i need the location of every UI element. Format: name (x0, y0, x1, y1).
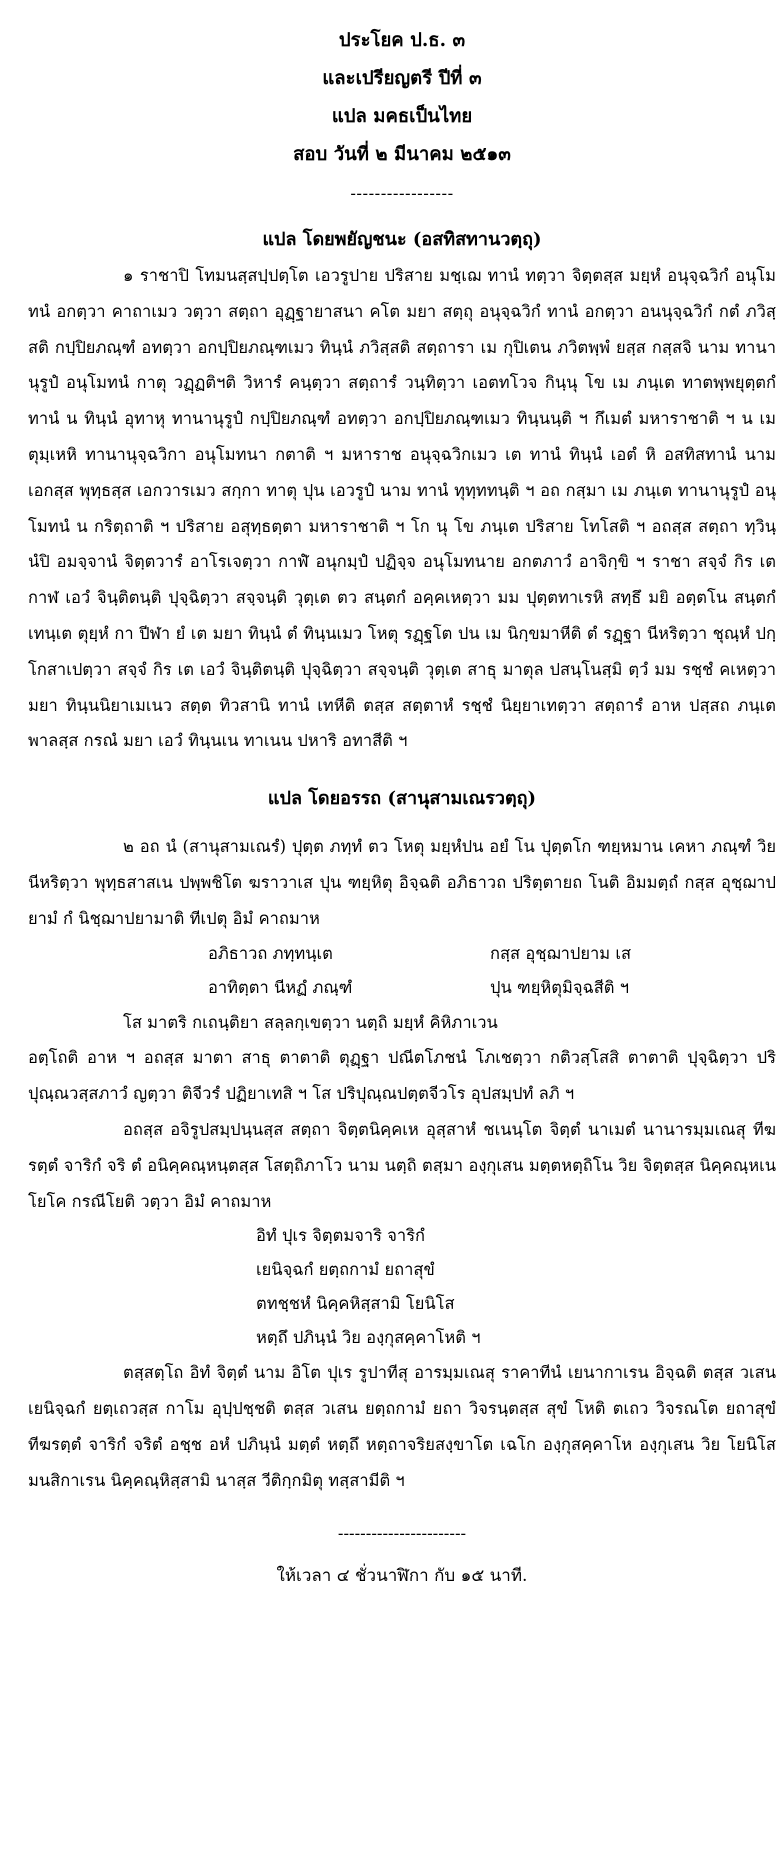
section-heading: แปล โดยอรรถ (สานุสามเณรวตฺถุ) (267, 788, 537, 810)
exam-subject: แปล มคธเป็นไทย (331, 106, 473, 127)
verse-line (28, 971, 776, 1005)
section-literal-translation (28, 222, 776, 759)
verse-line: ตทชฺชหํ นิคฺคหิสฺสามิ โยนิโส (256, 1294, 455, 1314)
passage-paragraph: ตสฺสตฺโถ อิทํ จิตฺตํ นาม อิโต ปุเร รูปาทีสุ อารมฺมเณสุ ราคาทีนํ เยนากาเรน อิจฺฉติ ตสฺส วเสน เยนิจฺฉกํ ยตฺเถวสฺส กาโม อุปฺปชฺชติ ตสฺส วเสน ยตฺถกามํ ยถา วิจรนฺตสฺส สุขํ โหติ ตเถว วิจรณโต ยถาสุขํ ทีฆรตฺตํ จาริกํ จริตํ อชฺช อหํ ปภินฺนํ มตฺตํ หตฺถึ หตฺถาจริยสงฺขาโต เฉโก องฺกุสคฺคาโห องฺกุเสน วิย โยนิโส มนสิกาเรน นิคฺคณฺหิสฺสามิ นาสฺส วีติกฺกมิตุ ทสฺสามีติ ฯ (28, 1363, 776, 1490)
time-allowed: ให้เวลา ๔ ชั่วนาฬิกา กับ ๑๕ นาที. (276, 1565, 528, 1586)
section-heading: แปล โดยพยัญชนะ (อสทิสทานวตฺถุ) (262, 229, 542, 250)
section-meaning-translation (28, 781, 776, 1498)
passage-paragraph: อตฺโถติ อาห ฯ อถสฺส มาตา สาธุ ตาตาติ ตุฏฺฐา ปณีตโภชนํ โภเชตฺวา กติวสฺโสสิ ตาตาติ ปุจฺฉิตฺวา ปริปุณฺณวสฺสภาวํ ญตฺวา ติจีวรํ ปฏิยาเทสิ ฯ โส ปริปุณฺณปตฺตจีวโร อุปสมฺปทํ ลภิ ฯ (28, 1048, 776, 1104)
verse-line: อิทํ ปุเร จิตฺตมจาริ จาริกํ (256, 1226, 426, 1246)
verse-line (28, 937, 776, 971)
footer-divider: ----------------------- (337, 1523, 467, 1543)
header-divider: ----------------- (350, 184, 454, 203)
exam-year: และเปรียญตรี ปีที่ ๓ (322, 68, 482, 89)
exam-header (28, 22, 776, 174)
exam-date: สอบ วันที่ ๒ มีนาคม ๒๕๑๓ (293, 144, 511, 165)
verse-line: เยนิจฺฉกํ ยตฺถกามํ ยถาสุขํ (256, 1260, 435, 1280)
passage-paragraph: ๒ อถ นํ (สานุสามเณรํ) ปุตฺต ภทฺทํ ตว โหตุ มยฺหํปน อยํ โน ปุตฺตโก ฑยฺหมาน เคหา ภณฺฑํ วิย นีหริตฺวา พุทฺธสาสเน ปพฺพชิโต ฆราวาเส ปุน ฑยฺหิตุ อิจฺฉติ อภิธาวถ ปริตฺตายถ โนติ อิมมตฺถํ กสฺส อุชฺฌาปยามํ กํ นิชฺฌาปยามาติ ทีเปตุ อิมํ คาถมาห (28, 837, 776, 928)
verse-block (28, 937, 776, 1005)
passage-paragraph: อถสฺส อจิรูปสมฺปนฺนสฺส สตฺถา จิตฺตนิคฺคเห อุสฺสาหํ ชเนนฺโต จิตฺตํ นาเมตํ นานารมฺมเณสุ ทีฆรตฺตํ จาริกํ จริ ตํ อนิคฺคณฺหนฺตสฺส โสตฺถิภาโว นาม นตฺถิ ตสฺมา องฺกุเสน มตฺตหตฺถิโน วิย จิตฺตสฺส นิคฺคณฺหเน โยโค กรณีโยติ วตฺวา อิมํ คาถมาห (28, 1119, 776, 1211)
passage-paragraph: โส มาตริ กเถนฺติยา สลฺลกฺเขตฺวา นตฺถิ มยฺหํ คิหิภาเวน (123, 1012, 498, 1032)
verse-line: หตฺถึ ปภินฺนํ วิย องฺกุสคฺคาโหติ ฯ (256, 1328, 481, 1348)
passage-paragraph: ๑ ราชาปิ โทมนสฺสปฺปตฺโต เอวรูปาย ปริสาย มชฺเฌ ทานํ ทตฺวา จิตฺตสฺส มยฺหํ อนุจฺฉวิกํ อนุโมทนํ อกตฺวา คาถาเมว วตฺวา สตฺถา อุฏฺฐายาสนา คโต มยา สตฺถุ อนุจฺฉวิกํ ทานํ อกตฺวา อนนุจฺฉวิกํ กตํ ภวิสฺสติ กปฺปิยภณฺฑํ อทตฺวา อกปฺปิยภณฺฑเมว ทินฺนํ ภวิสฺสติ สตฺถารา เม กุปิเตน ภวิตพฺพํ ยสฺส กสฺสจิ นาม ทานานุรูปํ อนุโมทนํ กาตุ วฏฺฏติฯติ วิหารํ คนฺตฺวา สตฺถารํ วนฺทิตฺวา เอตทโวจ กินฺนุ โข เม ภนฺเต ทาตพฺพยุตฺตกํ ทานํ น ทินฺนํ อุทาหุ ทานานุรูปํ กปฺปิยภณฺฑํ อทตฺวา อกปฺปิยภณฺฑเมว ทินฺนนฺติ ฯ กึเมตํ มหาราชาติ ฯ น เม ตุมฺเหหิ ทานานุจฺฉวิกา อนุโมทนา กตาติ ฯ มหาราช อนุจฺฉวิกเมว เต ทานํ ทินฺนํ เอตํ หิ อสทิสทานํ นาม เอกสฺส พุทฺธสฺส เอกวารเมว สกฺกา ทาตุ ปุน เอวรูปํ นาม ทานํ ทุทฺททนฺติ ฯ อถ กสฺมา เม ภนฺเต ทานานุรูปํ อนุโมทนํ น กริตฺถาติ ฯ ปริสาย อสุทฺธตฺตา มหาราชาติ ฯ โก นุ โข ภนฺเต ปริสาย โทโสติ ฯ อถสฺส สตฺถา ทฺวินฺนํปิ อมจฺจานํ จิตฺตวารํ อาโรเจตฺวา กาฬํ อนุกมฺปํ ปฏิจฺจ อนุโมทนาย อกตภาวํ อาจิกฺขิ ฯ ราชา สจฺจํ กิร เต กาฬ เอวํ จินฺติตนฺติ ปุจฺฉิตฺวา สจฺจนฺติ วุตฺเต ตว สนฺตกํ อคฺคเหตฺวา มม ปุตฺตทาเรหิ สทฺธึ มยิ อตฺตโน สนฺตกํ เทนฺเต ตุยฺหํ กา ปีฬา ยํ เต มยา ทินฺนํ ตํ ทินฺนเมว โหตุ รฏฺฐโต ปน เม นิกฺขมาหีติ ตํ รฏฺฐา นีหริตฺวา ชุณฺหํ ปกฺโกสาเปตฺวา สจฺจํ กิร เต เอวํ จินฺติตนฺติ ปุจฺฉิตฺวา สจฺจนฺติ วุตฺเต สาธุ มาตุล ปสนฺโนสฺมิ ตฺวํ มม รชฺชํ คเหตฺวา มยา ทินฺนนิยาเมเนว สตฺต ทิวสานิ ทานํ เทหีติ ตสฺส สตฺตาหํ รชฺชํ นิยฺยาเทตฺวา สตฺถารํ อาห ปสฺสถ ภนฺเต พาลสฺส กรณํ มยา เอวํ ทินฺนเน ทาเนน ปหาริ อทาสีติ ฯ (28, 266, 776, 751)
exam-level: ประโยค ป.ธ. ๓ (338, 30, 466, 51)
verse-block (28, 1219, 776, 1355)
verse-right: กสฺส อุชฺฌาปยาม เส (490, 943, 632, 963)
verse-left: อาทิตฺตา นีหฏํ ภณฺฑํ (208, 977, 353, 997)
verse-right: ปุน ฑยฺหิตุมิจฺฉสีติ ฯ (490, 977, 630, 997)
verse-left: อภิธาวถ ภทฺทนฺเต (208, 943, 333, 963)
